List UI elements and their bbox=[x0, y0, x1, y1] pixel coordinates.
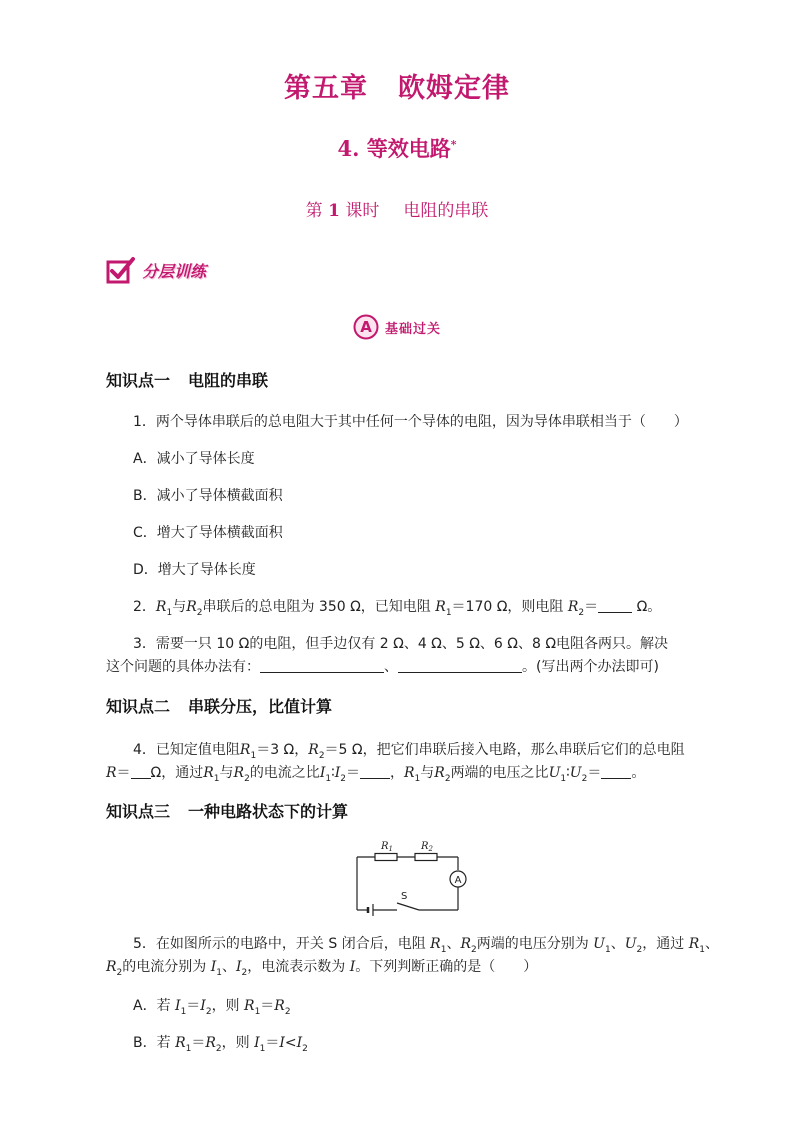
kp2-title: 串联分压，比值计算 bbox=[188, 697, 333, 716]
knowledge-point-1 bbox=[106, 368, 268, 391]
resistor-r2 bbox=[415, 854, 437, 861]
checkbox-icon bbox=[106, 256, 136, 284]
level-letter: A bbox=[360, 318, 372, 336]
q5-option-a: A．若 $I_1=I_2$，则 $R_1=R_2$ bbox=[133, 998, 291, 1017]
kp2-label: 知识点二 bbox=[106, 697, 171, 716]
kp3-title: 一种电路状态下的计算 bbox=[188, 802, 349, 821]
q4-blank-2[interactable] bbox=[360, 764, 390, 779]
section-heading bbox=[0, 133, 794, 163]
lesson-prefix: 第 bbox=[305, 201, 323, 221]
q1-option-b: B．减小了导体横截面积 bbox=[133, 488, 283, 504]
q4-blank-1[interactable] bbox=[131, 764, 151, 779]
kp1-label: 知识点一 bbox=[106, 371, 171, 390]
chapter-title: 欧姆定律 bbox=[398, 73, 510, 104]
section-mark: * bbox=[450, 138, 457, 151]
q3-blank-1[interactable] bbox=[260, 658, 384, 673]
q5-line2: $R_2$的电流分别为 $I_1$、$I_2$，电流表示数为 I。下列判断正确的是（ ） bbox=[106, 959, 538, 978]
q1-option-d: D．增大了导体长度 bbox=[133, 562, 256, 578]
q3-line1: 3．需要一只 10 Ω的电阻，但手边仅有 2 Ω、4 Ω、5 Ω、6 Ω、8 Ω电阻各两只。解决 bbox=[133, 636, 669, 652]
q5-line1: 5．在如图所示的电路中，开关 S 闭合后，电阻 $R_1$、$R_2$两端的电压分别为 $U_1$、$U_2$，通过 $R_1$、 bbox=[133, 936, 719, 955]
lesson-suffix: 课时 bbox=[345, 201, 380, 221]
q3-line2: 这个问题的具体办法有： 、 。(写出两个办法即可) bbox=[106, 659, 659, 675]
switch bbox=[397, 903, 419, 910]
q1-stem: 1．两个导体串联后的总电阻大于其中任何一个导体的电阻，因为导体串联相当于（ ） bbox=[133, 414, 688, 430]
q5-option-b: B．若 $R_1=R_2$，则 $I_1=I<I_2$ bbox=[133, 1035, 308, 1054]
practice-banner bbox=[106, 255, 206, 285]
q2: 2．$R_1$与$R_2$串联后的总电阻为 350 Ω，已知电阻 $R_1=170$ Ω，则电阻 $R_2= \Omega$。 bbox=[133, 599, 662, 618]
q4-line2: R＝ Ω，通过$R_1$与$R_2$的电流之比$I_1∶I_2=$ ，$R_1$与$R_2$两端的电压之比$U_1∶U_2=$ 。 bbox=[106, 765, 646, 784]
circuit-diagram bbox=[345, 835, 475, 917]
practice-label: 分层训练 bbox=[142, 261, 207, 281]
knowledge-point-3 bbox=[106, 799, 348, 822]
q1-option-c: C．增大了导体横截面积 bbox=[133, 525, 283, 541]
kp1-title: 电阻的串联 bbox=[188, 371, 269, 390]
level-a-icon bbox=[353, 314, 379, 340]
section-title: 4. 等效电路 bbox=[337, 136, 451, 161]
knowledge-point-2 bbox=[106, 694, 332, 717]
q2-blank[interactable] bbox=[598, 598, 632, 613]
level-banner bbox=[0, 314, 794, 340]
q4-blank-3[interactable] bbox=[601, 764, 631, 779]
ammeter-label: A bbox=[454, 875, 462, 886]
lesson-title: 电阻的串联 bbox=[403, 201, 489, 221]
resistor-r1 bbox=[375, 854, 397, 861]
switch-label: S bbox=[401, 891, 408, 902]
svg-text:R2: $R_2$ bbox=[421, 841, 433, 853]
level-label: 基础过关 bbox=[384, 321, 441, 337]
kp3-label: 知识点三 bbox=[106, 802, 171, 821]
chapter-heading bbox=[0, 66, 794, 105]
lesson-number: 1 bbox=[328, 201, 340, 221]
r1-label: R bbox=[381, 841, 389, 852]
lesson-heading bbox=[0, 196, 794, 221]
r2-label: R bbox=[421, 841, 429, 852]
svg-text:R1: $R_1$ bbox=[381, 841, 393, 853]
q4-line1: 4．已知定值电阻$R_1=3$ Ω，$R_2=5$ Ω，把它们串联后接入电路，那么串联后它们的总电阻 bbox=[133, 742, 685, 761]
q1-option-a: A．减小了导体长度 bbox=[133, 451, 255, 467]
q3-blank-2[interactable] bbox=[398, 658, 522, 673]
chapter-number: 第五章 bbox=[284, 73, 368, 104]
